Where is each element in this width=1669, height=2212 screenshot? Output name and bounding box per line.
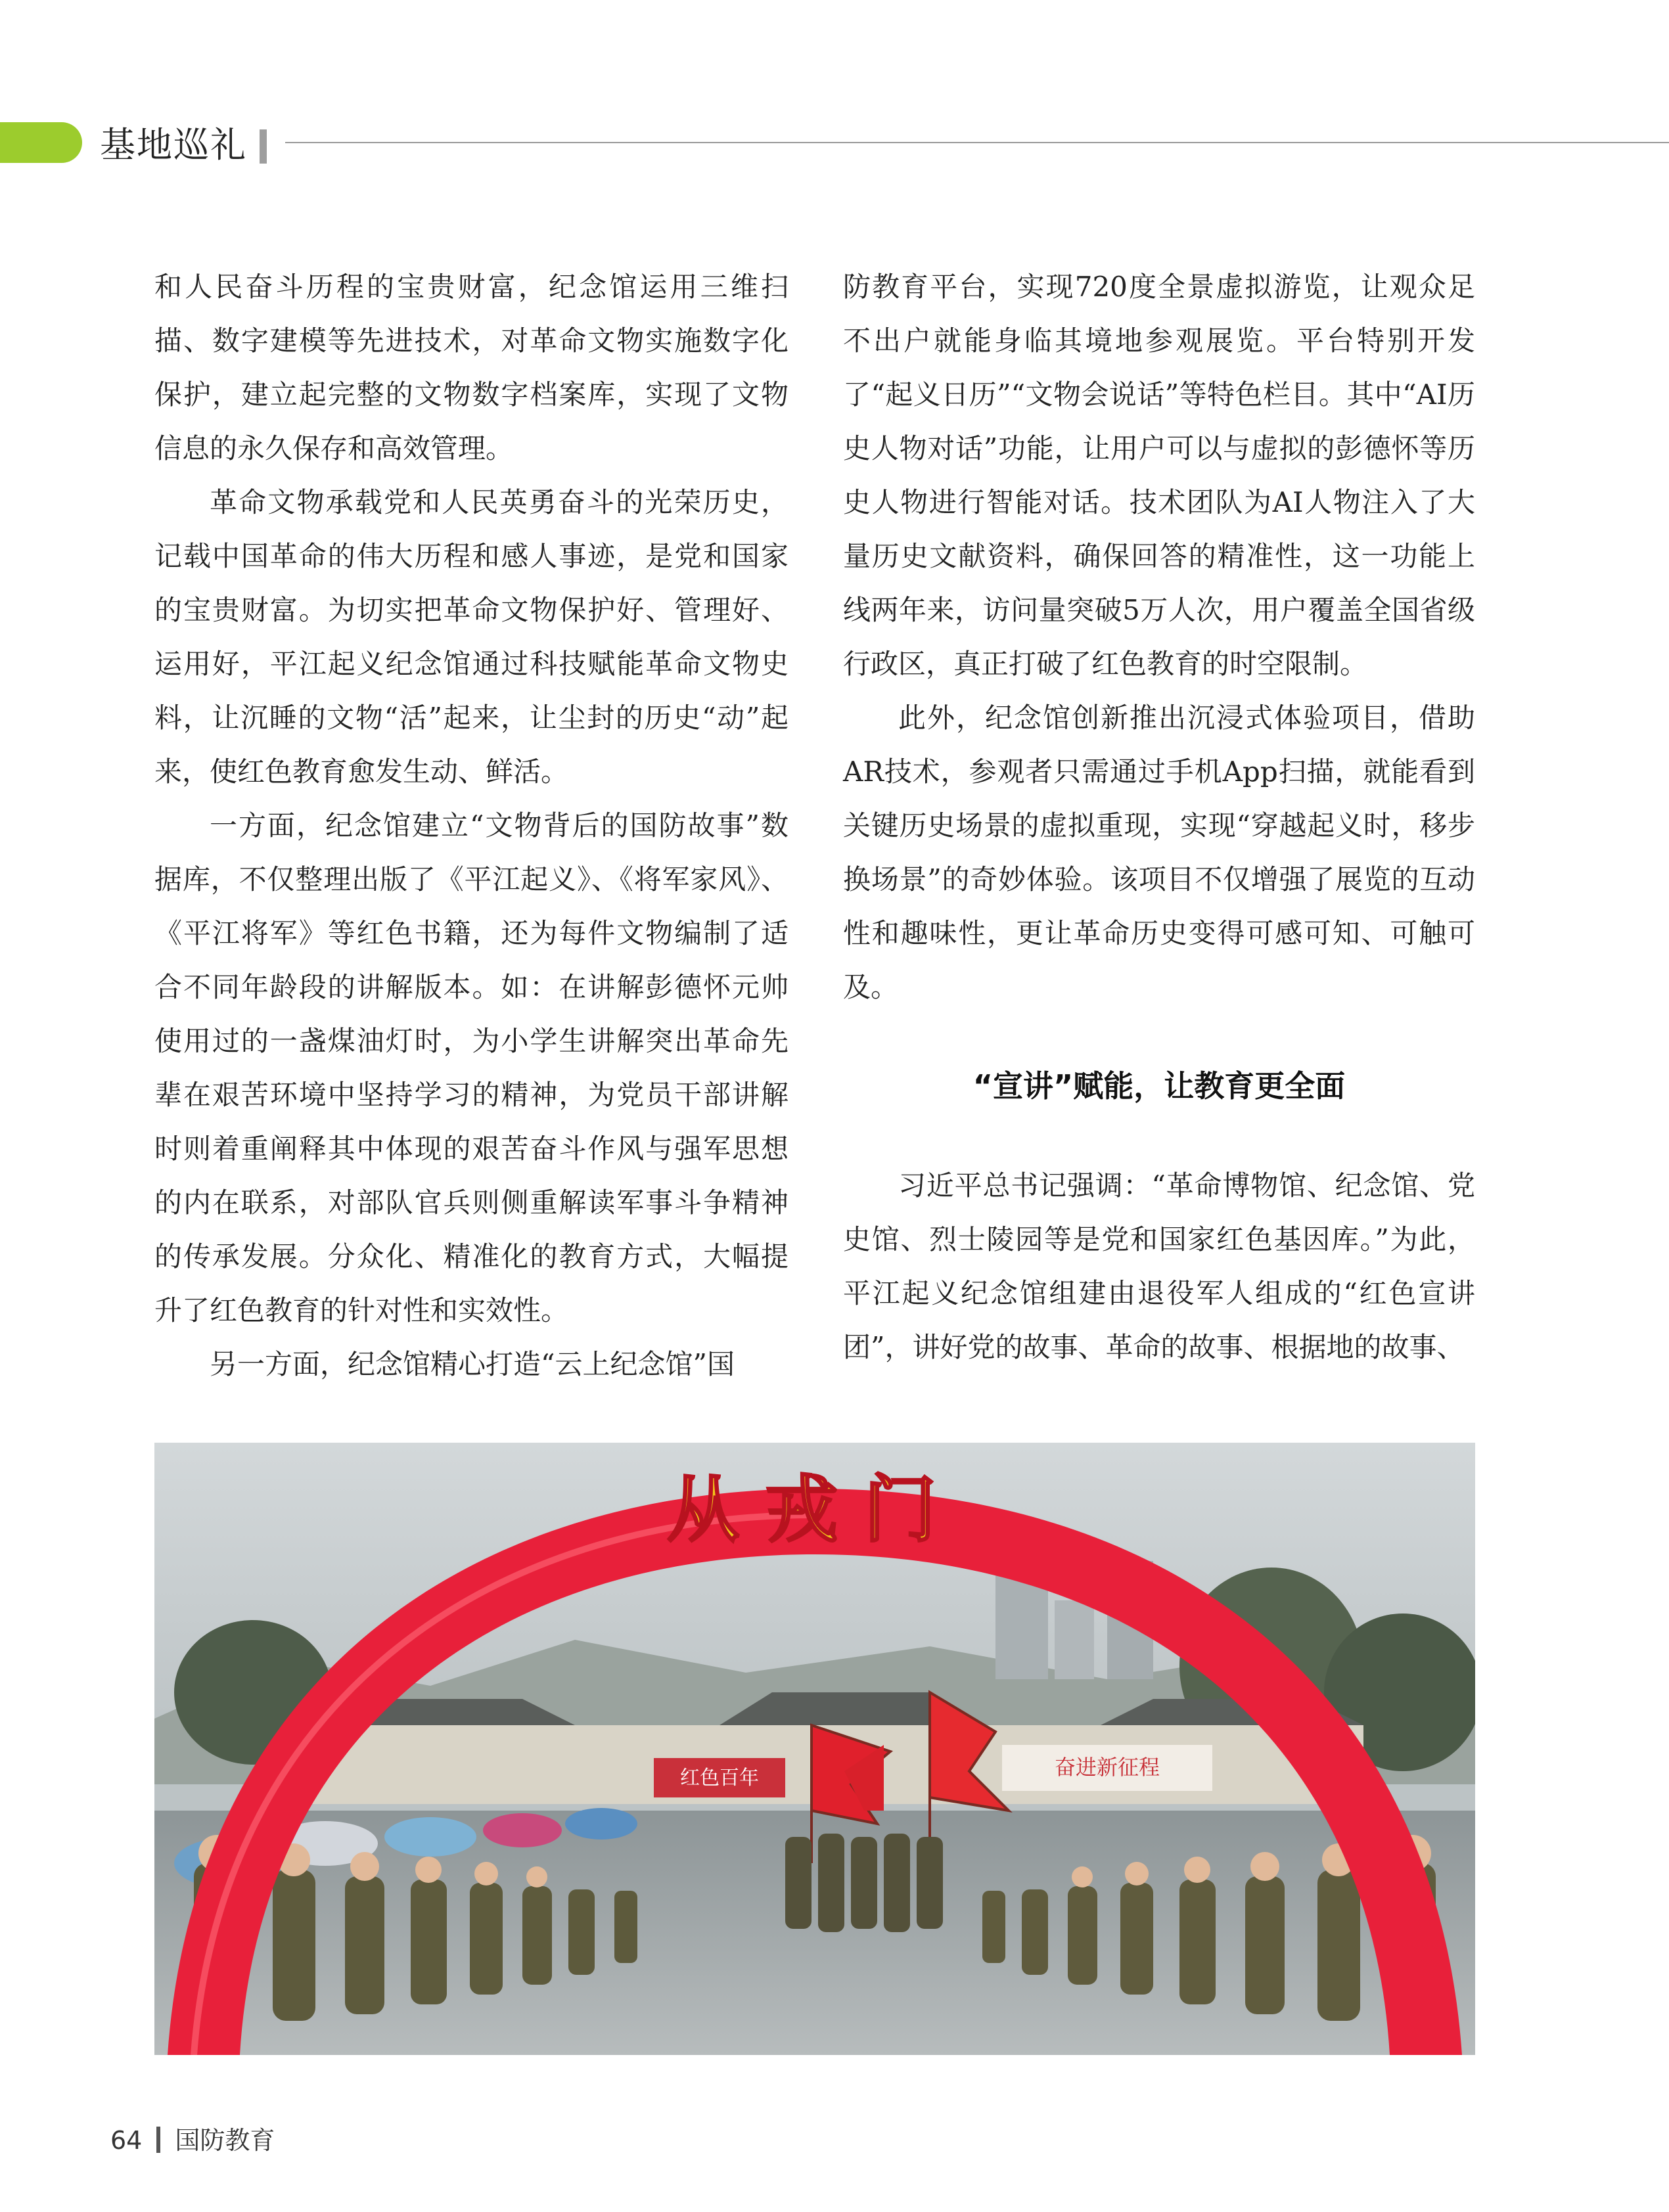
right-paragraph-2: 此外，纪念馆创新推出沉浸式体验项目，借助AR技术，参观者只需通过手机App扫描，就能看到关键历史场景的虚拟重现，实现“穿越起义时，移步换场景”的奇妙体验。该项目不仅增强了展览的互动性和趣味性，更让革命历史变得可感可知、可触可及。 <box>843 702 1475 1003</box>
tower-building <box>1055 1600 1094 1679</box>
banner-left-text: 红色百年 <box>680 1767 759 1790</box>
right-paragraph-3: 习近平总书记强调：“革命博物馆、纪念馆、党史馆、烈士陵园等是党和国家红色基因库。”为此，平江起义纪念馆组建由退役军人组成的“红色宣讲团”，讲好党的故事、革命的故事、根据地的故事、 <box>843 1169 1475 1363</box>
marching-recruits <box>785 1834 943 1932</box>
tower-building <box>995 1574 1048 1679</box>
section-tab-accent <box>0 122 82 163</box>
page-footer <box>110 2121 275 2160</box>
section-title-bar <box>260 129 267 164</box>
umbrella <box>565 1808 637 1840</box>
section-subheading: “宣讲”赋能，让教育更全面 <box>972 1068 1346 1104</box>
header-rule <box>285 142 1669 143</box>
right-paragraph-1: 防教育平台，实现720度全景虚拟游览，让观众足不出户就能身临其境地参观展览。平台特别开发了“起义日历”“文物会说话”等特色栏目。其中“AI历史人物对话”功能，让用户可以与虚拟的彭德怀等历史人物进行智能对话。技术团队为AI人物注入了大量历史文献资料，确保回答的精准性，这一功能上线两年来，访问量突破5万人次，用户覆盖全国省级行政区，真正打破了红色教育的时空限制。 <box>843 271 1475 680</box>
arch-title: 从戎门 <box>667 1468 963 1552</box>
page-number: 64 <box>110 2126 143 2155</box>
left-column <box>154 260 789 1391</box>
event-photo <box>154 1443 1475 2055</box>
left-paragraph-3: 一方面，纪念馆建立“文物背后的国防故事”数据库，不仅整理出版了《平江起义》、《将军家风》、《平江将军》等红色书籍，还为每件文物编制了适合不同年龄段的讲解版本。如：在讲解彭德怀元帅使用过的一盏煤油灯时，为小学生讲解突出革命先辈在艰苦环境中坚持学习的精神，为党员干部讲解时则着重阐释其中体现的艰苦奋斗作风与强军思想的内在联系，对部队官兵则侧重解读军事斗争精神的传承发展。分众化、精准化的教育方式，大幅提升了红色教育的针对性和实效性。 <box>154 809 789 1326</box>
umbrella <box>483 1813 562 1847</box>
left-paragraph-1: 和人民奋斗历程的宝贵财富，纪念馆运用三维扫描、数字建模等先进技术，对革命文物实施数字化保护，建立起完整的文物数字档案库，实现了文物信息的永久保存和高效管理。 <box>154 271 789 464</box>
left-paragraph-4: 另一方面，纪念馆精心打造“云上纪念馆”国 <box>210 1348 735 1380</box>
left-paragraph-2: 革命文物承载党和人民英勇奋斗的光荣历史，记载中国革命的伟大历程和感人事迹，是党和国家的宝贵财富。为切实把革命文物保护好、管理好、运用好，平江起义纪念馆通过科技赋能革命文物史料，让沉睡的文物“活”起来，让尘封的历史“动”起来，使红色教育愈发生动、鲜活。 <box>154 486 789 788</box>
banner-right-text: 奋进新征程 <box>1054 1755 1160 1780</box>
section-title: 基地巡礼 <box>100 124 247 166</box>
footer-separator <box>156 2127 160 2153</box>
magazine-name: 国防教育 <box>175 2126 275 2155</box>
umbrella <box>384 1817 476 1857</box>
right-column <box>843 260 1475 1374</box>
